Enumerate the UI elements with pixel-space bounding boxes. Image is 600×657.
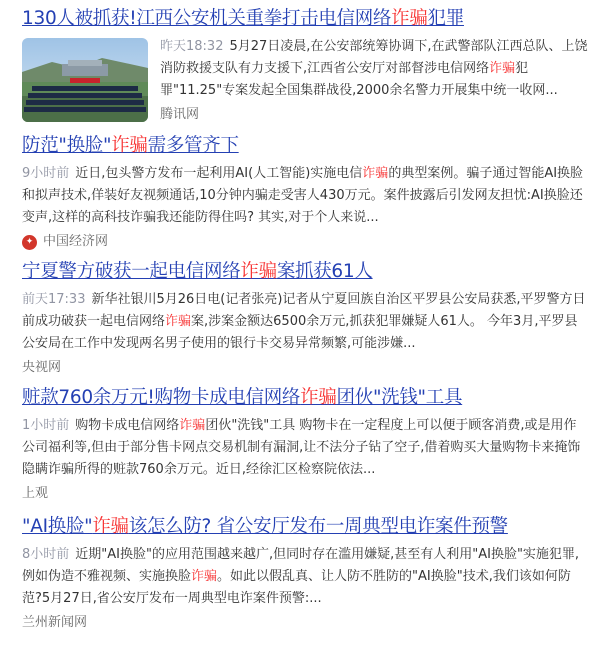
title-text: 需多管齐下: [147, 135, 239, 156]
abstract-text: 。如此以假乱真、让人防不胜防的"AI换脸"技术,我们该如何防范?5月27日,省公安厅发布一周典型电诈案件预警:...: [22, 569, 571, 606]
abstract-text: 犯罪"11.25"专案发起全国集群战役,2000余名警力开展集中统一收网...: [160, 61, 558, 98]
news-source[interactable]: [22, 612, 588, 634]
abstract-text: 的典型案例。骗子通过智能AI换脸和拟声技术,佯装好友视频通话,10分钟内骗走受害人430万元。案件披露后引发网友担忧:AI换脸还变声,这样的高科技诈骗我还能防得住吗? 其实,对于个人来说...: [22, 166, 584, 225]
news-result-title[interactable]: [22, 383, 588, 413]
title-text: "AI换脸": [22, 516, 93, 537]
news-result-item: [22, 257, 588, 383]
abstract-text: 5月27日凌晨,在公安部统筹协调下,在武警部队江西总队、上饶消防救援支队有力支援下,江西省公安厅对部督涉电信网络: [160, 39, 588, 76]
abstract-highlight: 诈骗: [165, 314, 192, 329]
news-timestamp: 前天17:33: [22, 292, 86, 307]
title-text: 宁夏警方破获一起电信网络: [22, 261, 241, 282]
news-source[interactable]: [22, 483, 588, 505]
news-result-title[interactable]: [22, 131, 588, 161]
news-source-label: 央视网: [22, 360, 62, 375]
news-timestamp: 昨天18:32: [160, 39, 224, 54]
title-text: 防范"换脸": [22, 135, 112, 156]
news-result-title[interactable]: [22, 257, 588, 287]
news-source-label: 上观: [22, 486, 49, 501]
abstract-text: 团伙"洗钱"工具 购物卡在一定程度上可以便于顾客消费,或是用作公司福利等,但由于部分售卡网点交易机制有漏洞,让不法分子钻了空子,借着购买大量购物卡来掩饰隐瞒诈骗所得的赃款760余万元。近日,经徐汇区检察院依法...: [22, 418, 581, 477]
abstract-text: 购物卡成电信网络: [75, 418, 180, 433]
abstract-highlight: 诈骗: [362, 166, 389, 181]
news-abstract: [22, 415, 588, 481]
title-highlight: 诈骗: [391, 8, 428, 29]
title-highlight: 诈骗: [240, 261, 277, 282]
news-timestamp: 8小时前: [22, 547, 70, 562]
news-timestamp: 1小时前: [22, 418, 70, 433]
china-economy-logo-icon: ✦: [22, 235, 37, 250]
abstract-text: 案,涉案金额达6500余万元,抓获犯罪嫌疑人61人。 今年3月,平罗县公安局在工作中发现两名男子使用的银行卡交易异常频繁,可能涉嫌...: [22, 314, 578, 351]
abstract-highlight: 诈骗: [191, 569, 218, 584]
news-abstract: [22, 163, 588, 229]
news-result-title[interactable]: [22, 512, 588, 542]
abstract-text: 新华社银川5月26日电(记者张亮)记者从宁夏回族自治区平罗县公安局获悉,平罗警方日前成功破获一起电信网络: [22, 292, 586, 329]
title-text: 赃款760余万元!购物卡成电信网络: [22, 387, 301, 408]
news-abstract: [22, 289, 588, 355]
news-source[interactable]: [22, 357, 588, 379]
news-source-label: 中国经济网: [43, 234, 109, 249]
news-source[interactable]: [22, 231, 588, 253]
news-result-item: [22, 4, 588, 131]
title-text: 案抓获61人: [276, 261, 373, 282]
title-highlight: 诈骗: [92, 516, 129, 537]
title-text: 团伙"洗钱"工具: [336, 387, 463, 408]
news-source-label: 兰州新闻网: [22, 615, 88, 630]
title-text: 130人被抓获!江西公安机关重拳打击电信网络: [22, 8, 392, 29]
abstract-highlight: 诈骗: [489, 61, 516, 76]
news-abstract: [160, 36, 588, 102]
news-result-item: [22, 131, 588, 257]
news-source-label: 腾讯网: [160, 107, 200, 122]
news-abstract: [22, 544, 588, 610]
news-timestamp: 9小时前: [22, 166, 70, 181]
news-source[interactable]: [160, 104, 588, 126]
abstract-highlight: 诈骗: [179, 418, 206, 433]
title-highlight: 诈骗: [300, 387, 337, 408]
title-text: 该怎么防? 省公安厅发布一周典型电诈案件预警: [128, 516, 508, 537]
title-text: 犯罪: [427, 8, 464, 29]
abstract-text: 近日,包头警方发布一起利用AI(人工智能)实施电信: [75, 166, 363, 181]
abstract-text: 近期"AI换脸"的应用范围越来越广,但同时存在滥用嫌疑,甚至有人利用"AI换脸"实施犯罪,例如伪造不雅视频、实施换脸: [22, 547, 580, 584]
news-thumbnail-image[interactable]: [22, 38, 148, 122]
news-photo-image: [22, 38, 148, 122]
news-result-title[interactable]: [22, 4, 588, 34]
title-highlight: 诈骗: [111, 135, 148, 156]
news-result-item: [22, 512, 588, 634]
news-result-item: [22, 383, 588, 512]
